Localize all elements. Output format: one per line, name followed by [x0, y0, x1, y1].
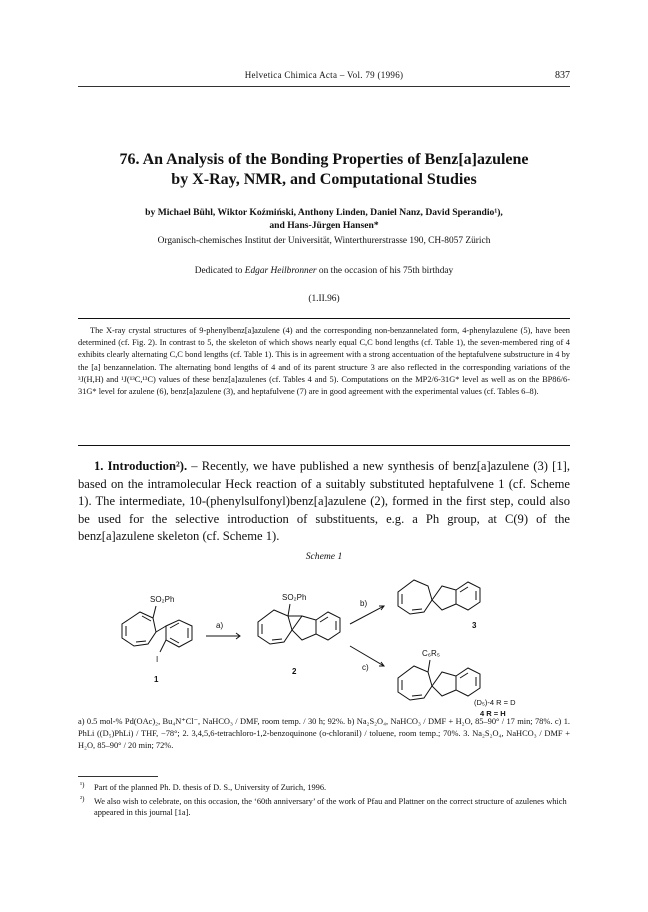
compound-4-structure: [398, 660, 480, 700]
dedication-name: Edgar Heilbronner: [244, 266, 317, 276]
footnote-2-text: We also wish to celebrate, on this occasion, the ‘60th anniversary’ of the work of Pfau and Plattner on the correct structure of azulenes which appeared in this journal [1a].: [94, 797, 567, 817]
compound-2-structure: [258, 604, 340, 644]
footnote-2-mark: ²): [80, 795, 85, 803]
compound-1-halogen: I: [156, 655, 159, 664]
compound-4-label-2: (D₅)-4 R = D: [474, 698, 516, 707]
page-number: 837: [555, 70, 570, 81]
compound-1-number: 1: [154, 675, 159, 684]
arrow-b-label: b): [360, 599, 368, 608]
introduction-paragraph: [78, 458, 570, 546]
title-line-2: by X-Ray, NMR, and Computational Studies: [171, 171, 477, 188]
compound-2-number: 2: [292, 667, 297, 676]
header-rule: [78, 86, 570, 87]
compound-3-structure: [398, 580, 480, 614]
compound-4-label-1: 4 R = H: [480, 709, 506, 718]
authors-line-1: by Michael Bühl, Wiktor Koźmiński, Anthony Linden, Daniel Nanz, David Sperandio¹),: [145, 207, 503, 218]
reaction-conditions: a) 0.5 mol-% Pd(OAc)₂, Bu₄N⁺Cl⁻, NaHCO₃ / DMF, room temp. / 30 h; 92%. b) Na₂S₂O₄, NaHCO₃ / DMF + H₂O, 85–90° / 17 min; 78%. c) 1. PhLi ((D₅)PhLi) / THF, −78°; 2. 3,4,5,6-tetrachloro-1,2-benzoquinone (o-chloranil) / toluene, room temp.; 70%. 3. Na₂S₂O₄, NaHCO₃ / DMF + H₂O, 85–90° / 20 min; 72%.: [78, 717, 570, 751]
introduction-text: – Recently, we have published a new synthesis of benz[a]azulene (3) [1], based on the intramolecular Heck reaction of a suitably substituted heptafulvene 1 (cf. Scheme 1). The intermediate, 10-(phenylsulfonyl)benz[a]azulene (2), formed in the first step, could also be used for the selective introduction of substituents, e.g. a Ph group, at C(9) of the benz[a]azulene skeleton (cf. Scheme 1).: [78, 459, 571, 543]
compound-4-substituent: C₆R₅: [422, 649, 441, 658]
introduction-heading: 1. Introduction²).: [94, 459, 188, 473]
compound-1-substituent: SO₂Ph: [150, 595, 175, 604]
author-list: [78, 206, 570, 232]
footnote-1-text: Part of the planned Ph. D. thesis of D. S., University of Zurich, 1996.: [94, 783, 327, 792]
abstract-rule-top: [78, 318, 570, 319]
arrow-c-label: c): [362, 663, 369, 672]
abstract-rule-bottom: [78, 445, 570, 446]
affiliation: Organisch-chemisches Institut der Universität, Winterthurerstrasse 190, CH-8057 Zürich: [157, 236, 491, 246]
footnote-rule: [78, 776, 158, 777]
dedication: [78, 266, 570, 276]
dedication-suffix: on the occasion of his 75th birthday: [316, 266, 454, 276]
article-title: [78, 150, 570, 190]
scheme-label: Scheme 1: [305, 551, 343, 562]
dedication-prefix: Dedicated to: [194, 266, 245, 276]
authors-line-2: and Hans-Jürgen Hansen*: [269, 220, 379, 231]
abstract: The X-ray crystal structures of 9-phenylbenz[a]azulene (4) and the corresponding non-benzannelated form, 4-phenylazulene (5), have been determined (cf. Fig. 2). In contrast to 5, the skeleton of which shows nearly equal C,C bond lengths (cf. Table 1), the seven-membered ring of 4 exhibits clearly alternating C,C bond lengths (cf. Table 1). This is in agreement with a strong accentuation of the heptafulvene substructure in 4 by the [a] benzannelation. The alternating bond lengths of 4 and of its parent structure 3 are also reflected in the corresponding variations of the ³J(H,H) and ¹J(¹³C,¹³C) values of these benz[a]azulenes (cf. Tables 4 and 5). Computations on the MP2/6-31G* level as well as on the BP86/6-31G* level for azulene (6), benz[a]azulene (3), and heptafulvene (7) are in good agreement with the experimental values (cf. Tables 6–8).: [78, 326, 570, 397]
footnote-2: [78, 796, 570, 818]
arrow-b: [350, 606, 384, 624]
footnote-1-mark: ¹): [80, 781, 85, 789]
footnote-1: [78, 782, 570, 793]
running-head: [0, 70, 648, 84]
arrow-a-label: a): [216, 621, 224, 630]
compound-1-structure: [122, 606, 192, 652]
compound-3-number: 3: [472, 621, 477, 630]
journal-citation: Helvetica Chimica Acta – Vol. 79 (1996): [244, 70, 404, 80]
compound-2-substituent: SO₂Ph: [282, 593, 307, 602]
title-line-1: 76. An Analysis of the Bonding Properties of Benz[a]azulene: [119, 151, 529, 168]
reaction-scheme: [78, 566, 570, 718]
received-date: (1.II.96): [308, 294, 340, 304]
